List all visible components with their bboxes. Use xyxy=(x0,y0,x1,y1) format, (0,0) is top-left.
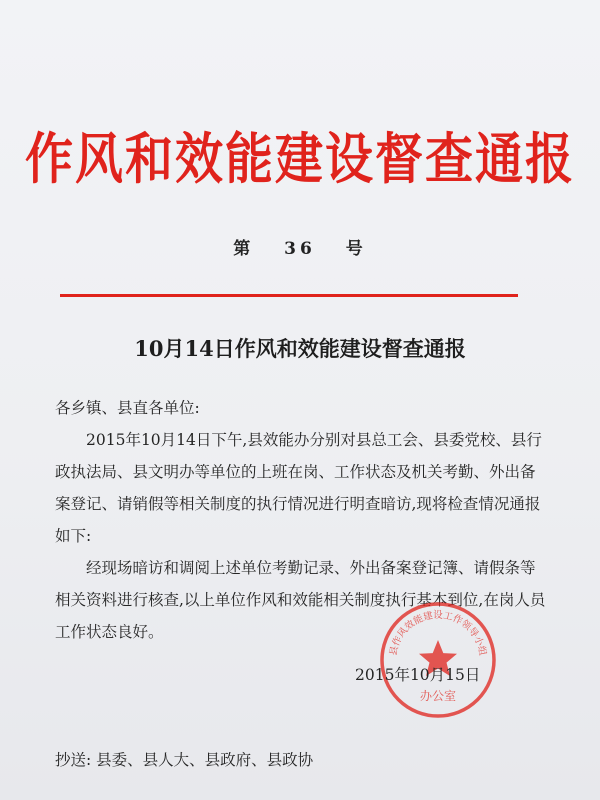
seal-ring-text: 县作风效能建设工作领导小组 xyxy=(388,610,488,657)
issue-date: 2015年10月15日 xyxy=(355,666,481,684)
cc-label: 抄送: xyxy=(55,751,92,769)
cc-recipients: 县委、县人大、县政府、县政协 xyxy=(96,751,314,769)
issue-prefix: 第 xyxy=(233,239,255,259)
seal-center-text: 办公室 xyxy=(419,689,457,703)
issue-suffix: 号 xyxy=(345,239,367,259)
cc-line xyxy=(55,748,313,770)
paragraph-1: 2015年10月14日下午,县效能办分别对县总工会、县委党校、县行政执法局、县文明办等单位的上班在岗、工作状态及机关考勤、外出备案登记、请销假等相关制度的执行情况进行明查暗访,现将检查情况通报如下: xyxy=(55,431,542,545)
red-divider-line xyxy=(60,294,518,297)
paragraph-2: 经现场暗访和调阅上述单位考勤记录、外出备案登记簿、请假条等相关资料进行核查,以上单位作风和效能相关制度执行基本到位,在岗人员工作状态良好。 xyxy=(55,559,546,641)
masthead-title: 作风和效能建设督查通报 xyxy=(24,127,575,192)
issue-number: 36 xyxy=(284,239,316,259)
document-title: 10月14日作风和效能建设督查通报 xyxy=(134,336,466,361)
official-seal-stamp xyxy=(378,600,498,720)
issue-number-line xyxy=(0,234,600,259)
salutation: 各乡镇、县直各单位: xyxy=(55,399,200,417)
